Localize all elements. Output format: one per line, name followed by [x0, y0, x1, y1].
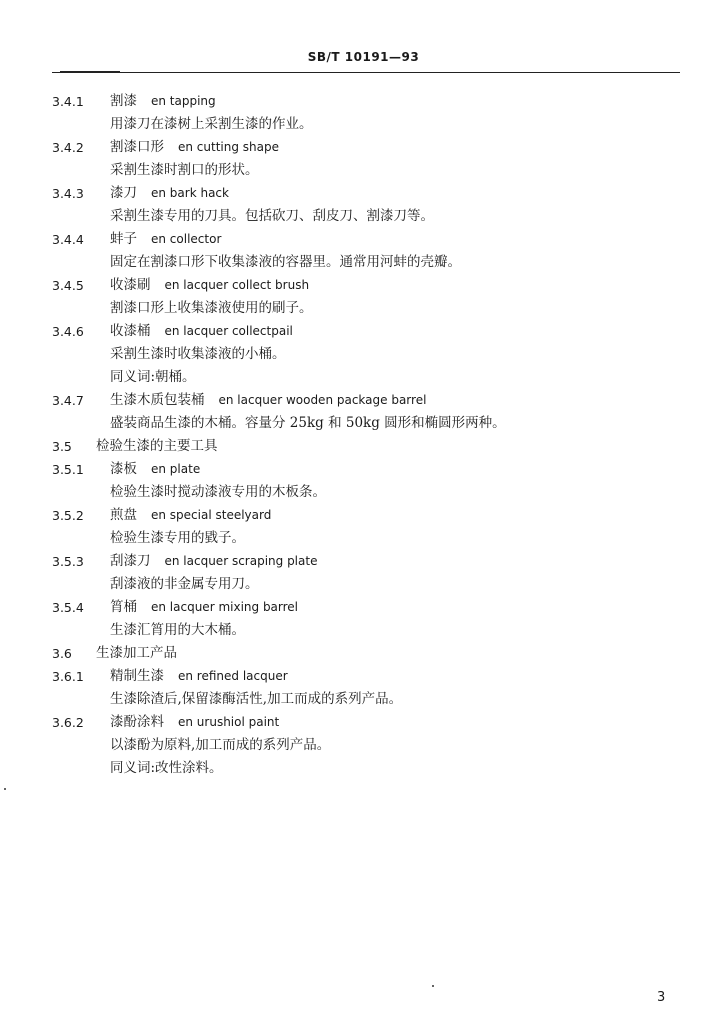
entry-definition: 采割生漆时收集漆液的小桶。 — [110, 346, 286, 362]
entry-english: en lacquer collect brush — [164, 278, 310, 292]
entry-english: en urushiol paint — [178, 715, 280, 729]
entry-term: 割漆 — [110, 93, 137, 109]
entry-english: en lacquer scraping plate — [164, 554, 318, 568]
entry-heading — [0, 458, 727, 481]
entry-english: en collector — [151, 232, 222, 246]
entry-definition: 检验生漆专用的戥子。 — [110, 530, 245, 546]
section-title: 检验生漆的主要工具 — [96, 438, 218, 454]
entry-definition: 以漆酚为原料,加工而成的系列产品。 — [110, 737, 331, 753]
section-heading — [0, 435, 727, 458]
entry-heading — [0, 711, 727, 734]
entry-heading — [0, 389, 727, 412]
entry-definition: 刮漆液的非金属专用刀。 — [110, 576, 259, 592]
scan-speck — [432, 985, 434, 987]
entry-number: 3.5.1 — [52, 462, 84, 477]
section-title: 生漆加工产品 — [96, 645, 177, 661]
entry-term: 收漆刷 — [110, 277, 151, 293]
entry-number: 3.4.7 — [52, 393, 84, 408]
entry-number: 3.4.4 — [52, 232, 84, 247]
scan-speck — [4, 788, 6, 790]
entry-term: 漆酚涂料 — [110, 714, 164, 730]
entry-synonym: 同义词:改性涂料。 — [110, 760, 223, 776]
entry-term: 刮漆刀 — [110, 553, 151, 569]
entry-synonym: 同义词:朝桶。 — [110, 369, 196, 385]
entry-term: 筲桶 — [110, 599, 137, 615]
entry-term: 收漆桶 — [110, 323, 151, 339]
entry-heading — [0, 504, 727, 527]
document-body — [0, 90, 727, 780]
entry-heading — [0, 550, 727, 573]
section-number: 3.6 — [52, 646, 72, 661]
entry-number: 3.5.4 — [52, 600, 84, 615]
entry-term: 煎盘 — [110, 507, 137, 523]
entry-heading — [0, 274, 727, 297]
entry-term: 漆刀 — [110, 185, 137, 201]
section-heading — [0, 642, 727, 665]
page-number: 3 — [657, 990, 666, 1005]
entry-english: en special steelyard — [151, 508, 272, 522]
entry-term: 生漆木质包装桶 — [110, 392, 205, 408]
entry-number: 3.4.6 — [52, 324, 84, 339]
entry-number: 3.6.1 — [52, 669, 84, 684]
entry-english: en plate — [151, 462, 201, 476]
entry-term: 精制生漆 — [110, 668, 164, 684]
entry-number: 3.5.2 — [52, 508, 84, 523]
entry-heading — [0, 320, 727, 343]
entry-english: en tapping — [151, 94, 216, 108]
entry-term: 蚌子 — [110, 231, 137, 247]
entry-definition: 割漆口形上收集漆液使用的刷子。 — [110, 300, 313, 316]
section-number: 3.5 — [52, 439, 72, 454]
entry-heading — [0, 665, 727, 688]
header-rule-accent — [60, 71, 120, 73]
entry-definition: 采割生漆专用的刀具。包括砍刀、刮皮刀、割漆刀等。 — [110, 208, 434, 224]
entry-english: en refined lacquer — [178, 669, 288, 683]
entry-heading — [0, 228, 727, 251]
header-rule — [52, 72, 680, 73]
entry-heading — [0, 596, 727, 619]
page-header: SB/T 10191—93 — [307, 50, 420, 64]
entry-definition: 固定在割漆口形下收集漆液的容器里。通常用河蚌的壳瓣。 — [110, 254, 461, 270]
entry-number: 3.5.3 — [52, 554, 84, 569]
entry-definition: 盛装商品生漆的木桶。容量分 25kg 和 50kg 圆形和椭圆形两种。 — [110, 415, 506, 431]
entry-number: 3.4.2 — [52, 140, 84, 155]
entry-term: 割漆口形 — [110, 139, 164, 155]
entry-definition: 生漆汇筲用的大木桶。 — [110, 622, 245, 638]
entry-heading — [0, 90, 727, 113]
entry-number: 3.6.2 — [52, 715, 84, 730]
entry-english: en lacquer wooden package barrel — [218, 393, 427, 407]
entry-definition: 生漆除渣后,保留漆酶活性,加工而成的系列产品。 — [110, 691, 403, 707]
entry-term: 漆板 — [110, 461, 137, 477]
entry-number: 3.4.5 — [52, 278, 84, 293]
entry-english: en cutting shape — [178, 140, 279, 154]
entry-definition: 用漆刀在漆树上采割生漆的作业。 — [110, 116, 313, 132]
entry-english: en bark hack — [151, 186, 229, 200]
entry-english: en lacquer mixing barrel — [151, 600, 299, 614]
entry-heading — [0, 136, 727, 159]
entry-english: en lacquer collectpail — [164, 324, 293, 338]
entry-definition: 采割生漆时割口的形状。 — [110, 162, 259, 178]
entry-number: 3.4.3 — [52, 186, 84, 201]
entry-definition: 检验生漆时搅动漆液专用的木板条。 — [110, 484, 326, 500]
entry-heading — [0, 182, 727, 205]
entry-number: 3.4.1 — [52, 94, 84, 109]
